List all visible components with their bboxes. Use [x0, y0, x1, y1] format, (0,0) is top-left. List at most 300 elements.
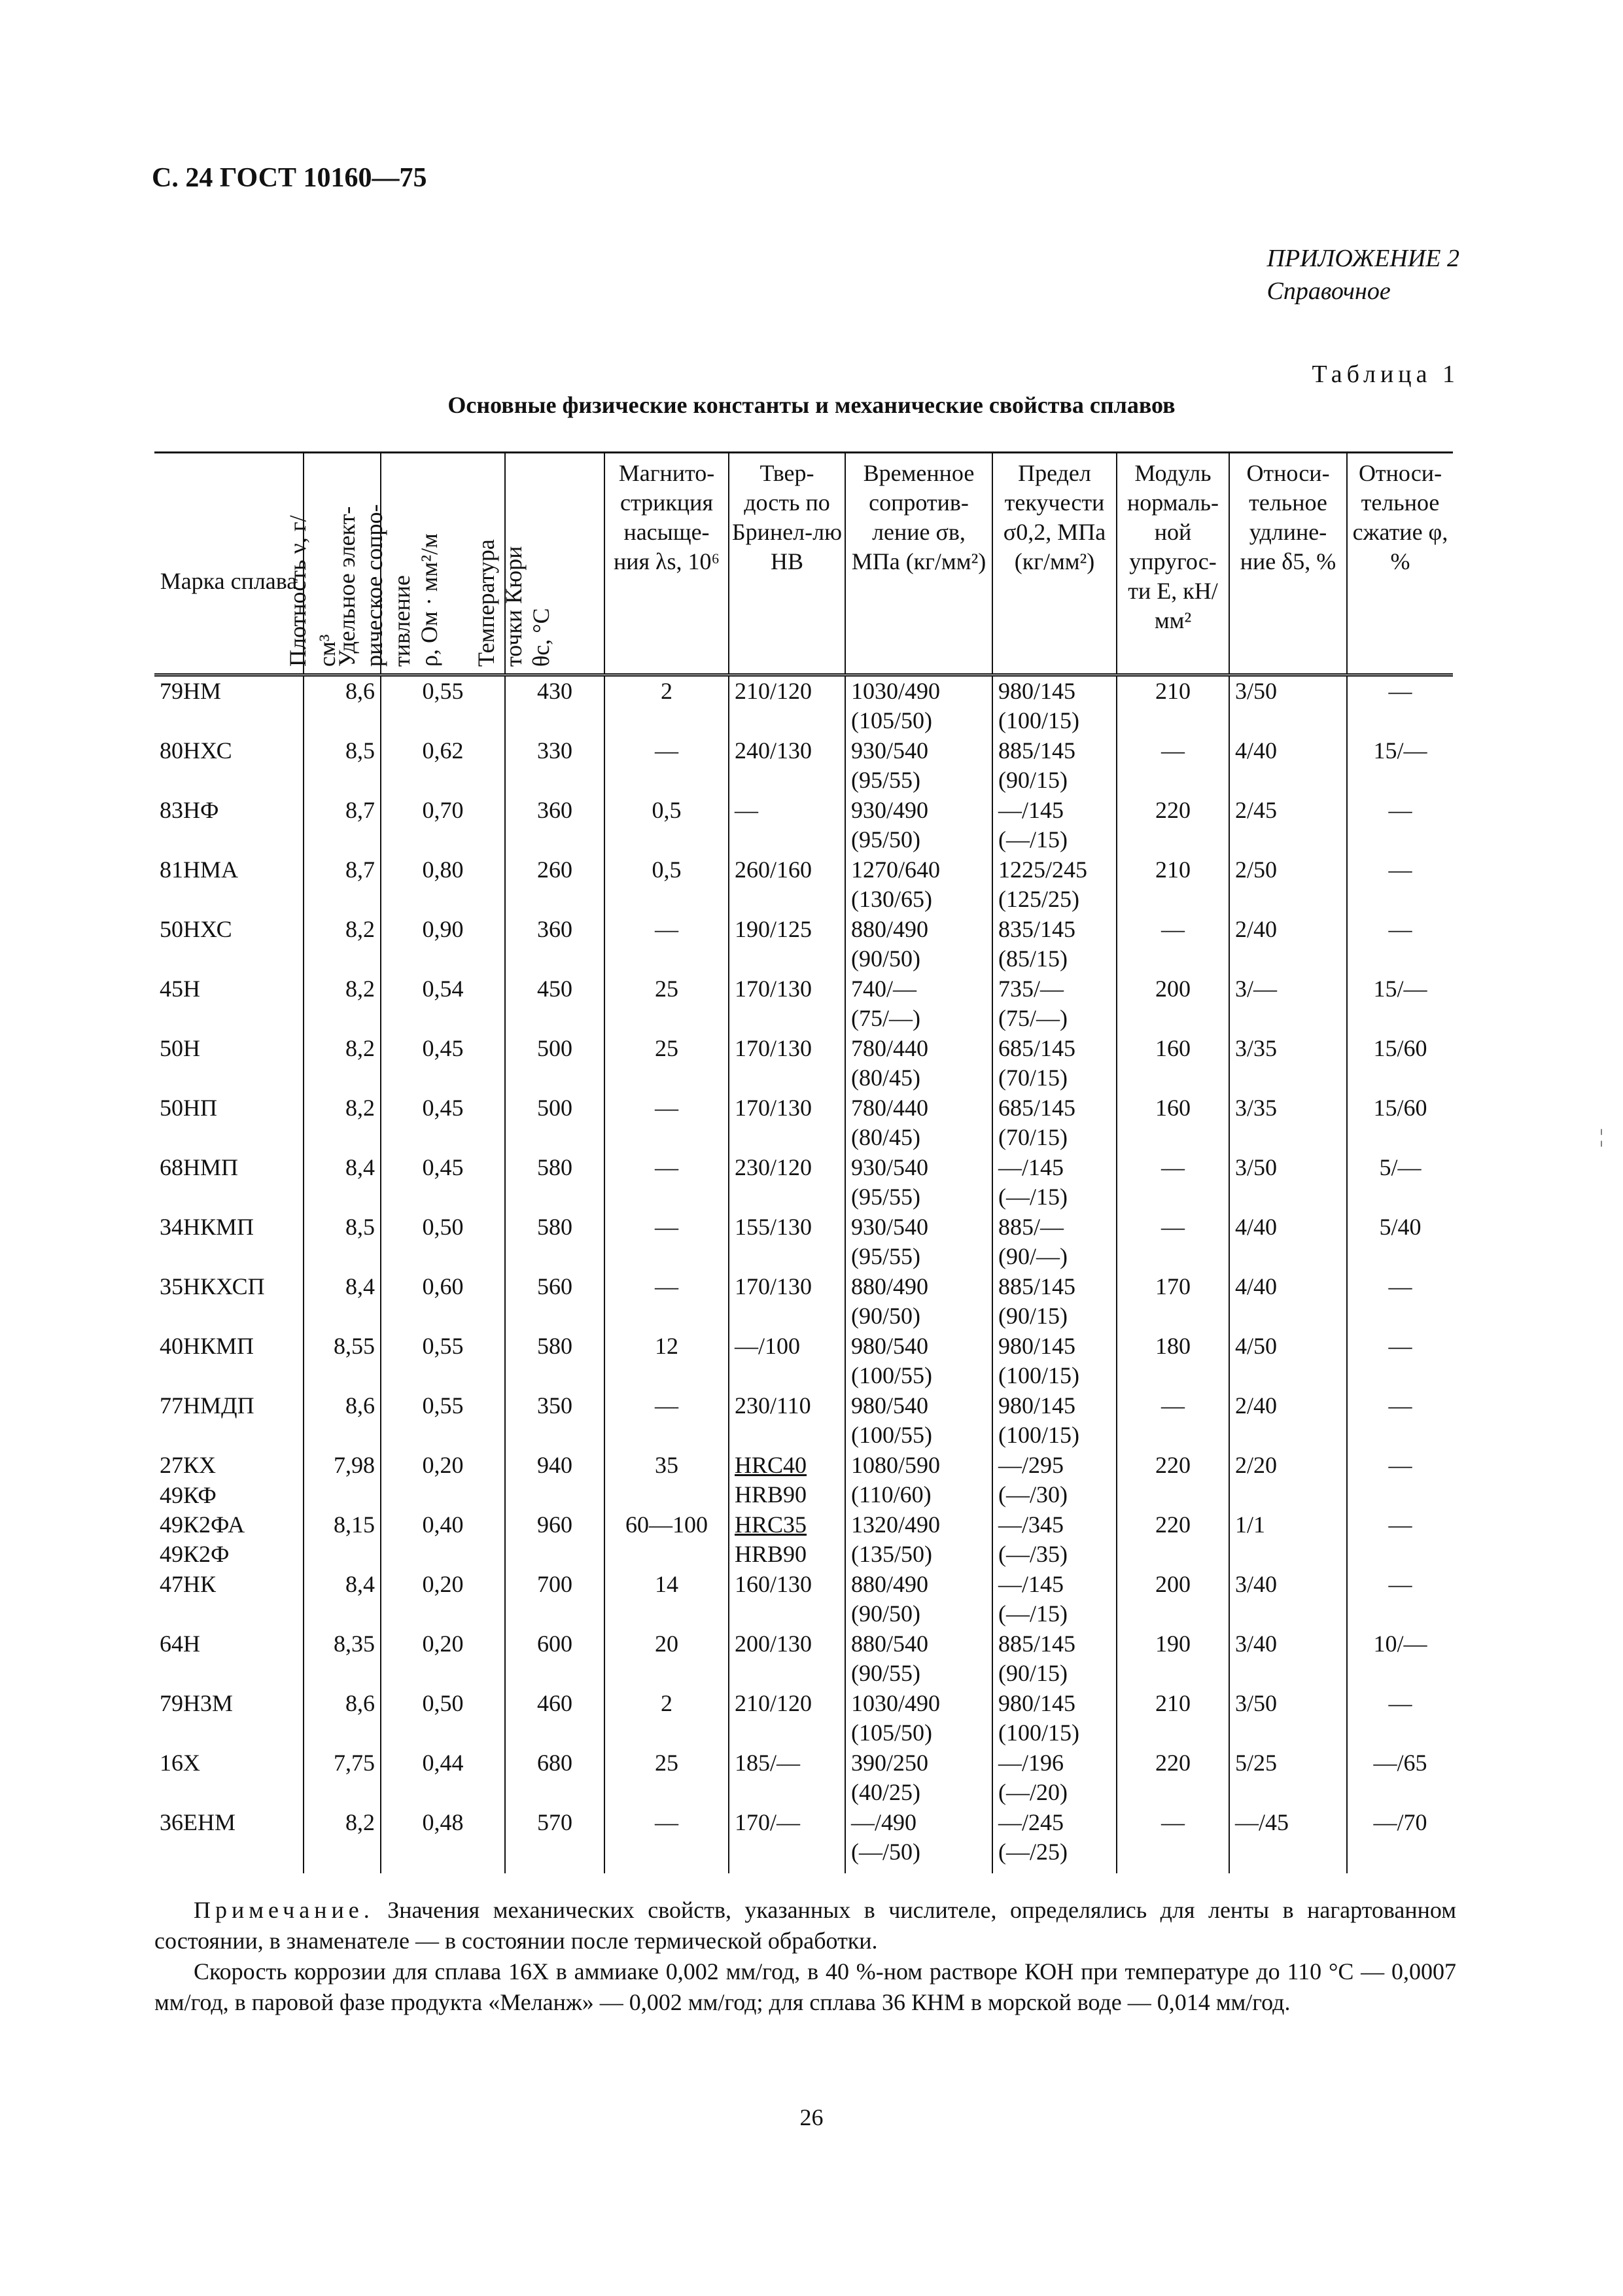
table-row — [154, 1510, 1453, 1570]
yield-value: (—/15) — [998, 1600, 1068, 1627]
cell-resistivity — [381, 1689, 505, 1748]
tensile-value: (90/50) — [851, 945, 920, 972]
cell-resistivity — [381, 855, 505, 915]
cell-magnetostriction — [604, 1808, 729, 1873]
cell-magnetostriction — [604, 1510, 729, 1570]
contraction-value: 15/60 — [1373, 1095, 1427, 1121]
yield-value: 885/— — [998, 1214, 1064, 1240]
yield-value: (—/20) — [998, 1779, 1068, 1805]
curie-value: 570 — [537, 1809, 572, 1835]
cell-yield — [992, 1332, 1117, 1391]
curie-value: 450 — [537, 976, 572, 1002]
resistivity-value: 0,90 — [422, 916, 464, 942]
cell-resistivity — [381, 1212, 505, 1272]
tensile-value: (135/50) — [851, 1541, 932, 1567]
contraction-value: 10/— — [1373, 1631, 1427, 1657]
modulus-value: 210 — [1155, 1690, 1191, 1716]
cell-magnetostriction — [604, 1212, 729, 1272]
cell-magnetostriction — [604, 1629, 729, 1689]
col-header-elongation: Относи-тельное удлине-ние δ5, % — [1229, 453, 1347, 675]
cell-elongation — [1229, 1272, 1347, 1332]
cell-modulus — [1117, 1332, 1229, 1391]
cell-resistivity — [381, 1629, 505, 1689]
cell-tensile — [845, 1212, 992, 1272]
magnetostriction-value: 35 — [655, 1452, 678, 1478]
contraction-value: — — [1388, 857, 1412, 883]
cell-mark — [154, 736, 304, 796]
cell-curie — [505, 736, 604, 796]
tensile-value: (95/55) — [851, 767, 920, 793]
cell-curie — [505, 1332, 604, 1391]
mark-text: 79НМ — [160, 678, 222, 704]
tensile-value: (130/65) — [851, 886, 932, 912]
table-row — [154, 1689, 1453, 1748]
contraction-value: — — [1388, 1273, 1412, 1299]
cell-contraction — [1347, 1629, 1453, 1689]
cell-density — [304, 796, 381, 855]
cell-modulus — [1117, 1748, 1229, 1808]
cell-mark — [154, 1093, 304, 1153]
cell-curie — [505, 1510, 604, 1570]
table-row — [154, 1391, 1453, 1451]
note-text: Значения механических свойств, указанных в числителе, определялись для ленты в нагартованном состоянии, в знаменателе — в состоянии после термической обработки. — [154, 1897, 1456, 1954]
elongation-value: 2/50 — [1235, 857, 1278, 883]
cell-density — [304, 1093, 381, 1153]
yield-value: —/295 — [998, 1452, 1064, 1478]
curie-value: 260 — [537, 857, 572, 883]
cell-mark — [154, 675, 304, 737]
cell-curie — [505, 1153, 604, 1212]
density-value: 7,75 — [334, 1750, 375, 1776]
yield-value: (100/15) — [998, 1720, 1079, 1746]
cell-resistivity — [381, 1510, 505, 1570]
cell-resistivity — [381, 1093, 505, 1153]
cell-modulus — [1117, 855, 1229, 915]
modulus-value: — — [1161, 1214, 1185, 1240]
cell-hardness — [729, 1034, 845, 1093]
yield-value: —/245 — [998, 1809, 1064, 1835]
cell-mark — [154, 855, 304, 915]
tensile-value: (90/50) — [851, 1303, 920, 1329]
modulus-value: — — [1161, 737, 1185, 764]
hardness-value: 170/130 — [735, 1273, 812, 1299]
cell-tensile — [845, 1689, 992, 1748]
mark-text: 68НМП — [160, 1154, 239, 1180]
cell-resistivity — [381, 915, 505, 974]
cell-magnetostriction — [604, 1689, 729, 1748]
mark-text: 40НКМП — [160, 1333, 254, 1359]
resistivity-value: 0,62 — [422, 737, 464, 764]
cell-hardness — [729, 1689, 845, 1748]
hardness-value: 160/130 — [735, 1571, 812, 1597]
hardness-value: HRC40 — [735, 1452, 807, 1478]
cell-mark — [154, 1482, 304, 1570]
contraction-value: — — [1388, 797, 1412, 823]
mark-text: 79Н3М — [160, 1690, 234, 1716]
cell-magnetostriction — [604, 675, 729, 737]
cell-contraction — [1347, 1748, 1453, 1808]
cell-elongation — [1229, 1153, 1347, 1212]
magnetostriction-value: — — [655, 1095, 678, 1121]
cell-curie — [505, 974, 604, 1034]
cell-magnetostriction — [604, 1332, 729, 1391]
cell-curie — [505, 915, 604, 974]
cell-yield — [992, 1629, 1117, 1689]
mark-text: 50Н — [160, 1035, 200, 1061]
resistivity-value: 0,45 — [422, 1035, 464, 1061]
magnetostriction-value: 2 — [661, 678, 672, 704]
tensile-value: 880/490 — [851, 916, 929, 942]
hardness-value: HRB90 — [735, 1541, 807, 1567]
elongation-value: 2/45 — [1235, 797, 1278, 823]
magnetostriction-value: 25 — [655, 976, 678, 1002]
cell-elongation — [1229, 1510, 1347, 1570]
col-header-density: Плотность ν, г/см³ — [304, 453, 381, 675]
cell-curie — [505, 1391, 604, 1451]
table-row — [154, 974, 1453, 1034]
contraction-value: — — [1388, 1452, 1412, 1478]
appendix-heading — [1267, 242, 1459, 308]
tensile-value: —/490 — [851, 1809, 917, 1835]
cell-curie — [505, 1212, 604, 1272]
elongation-value: 3/35 — [1235, 1035, 1278, 1061]
tensile-value: (105/50) — [851, 1720, 932, 1746]
resistivity-value: 0,55 — [422, 1392, 464, 1419]
cell-modulus — [1117, 1689, 1229, 1748]
cell-mark — [154, 1212, 304, 1272]
hardness-value: HRC35 — [735, 1511, 807, 1538]
contraction-value: 5/— — [1379, 1154, 1422, 1180]
tensile-value: (95/55) — [851, 1243, 920, 1269]
tensile-value: 1080/590 — [851, 1452, 941, 1478]
modulus-value: 220 — [1155, 797, 1191, 823]
hardness-value: 230/110 — [735, 1392, 811, 1419]
yield-value: —/145 — [998, 1154, 1064, 1180]
cell-curie — [505, 1689, 604, 1748]
cell-modulus — [1117, 1570, 1229, 1629]
resistivity-value: 0,20 — [422, 1571, 464, 1597]
cell-tensile — [845, 1748, 992, 1808]
corrosion-paragraph: Скорость коррозии для сплава 16Х в аммиаке 0,002 мм/год, в 40 %-ном растворе КОН при температуре до 110 °С — 0,0007 мм/год, в паровой фазе продукта «Меланж» — 0,002 мм/год; для сплава 36 КНМ в морской воде — 0,014 мм/год. — [154, 1958, 1456, 2015]
tensile-value: 980/540 — [851, 1392, 929, 1419]
cell-density — [304, 1570, 381, 1629]
cell-modulus — [1117, 1093, 1229, 1153]
magnetostriction-value: — — [655, 1214, 678, 1240]
tensile-value: 1030/490 — [851, 678, 941, 704]
contraction-value: —/70 — [1373, 1809, 1427, 1835]
density-value: 8,2 — [345, 976, 375, 1002]
cell-yield — [992, 1570, 1117, 1629]
curie-value: 360 — [537, 797, 572, 823]
cell-resistivity — [381, 1272, 505, 1332]
cell-yield — [992, 974, 1117, 1034]
mark-text: 50НХС — [160, 916, 232, 942]
tensile-value: 930/540 — [851, 737, 929, 764]
contraction-value: — — [1388, 1333, 1412, 1359]
magnetostriction-value: 0,5 — [652, 797, 682, 823]
cell-hardness — [729, 1093, 845, 1153]
cell-yield — [992, 1272, 1117, 1332]
cell-mark — [154, 1332, 304, 1391]
elongation-value: 3/35 — [1235, 1095, 1278, 1121]
yield-value: 1225/245 — [998, 857, 1088, 883]
table-row — [154, 1748, 1453, 1808]
curie-value: 580 — [537, 1214, 572, 1240]
mark-text: 36ЕНМ — [160, 1809, 236, 1835]
tensile-value: (90/55) — [851, 1660, 920, 1686]
yield-value: (—/15) — [998, 826, 1068, 853]
cell-yield — [992, 675, 1117, 737]
elongation-value: 4/40 — [1235, 1214, 1278, 1240]
curie-value: 350 — [537, 1392, 572, 1419]
cell-contraction — [1347, 915, 1453, 974]
curie-value: 360 — [537, 916, 572, 942]
col-header-modulus: Модуль нормаль-ной упругос-ти E, кН/мм² — [1117, 453, 1229, 675]
scan-artifact: ¦ — [1599, 1125, 1604, 1147]
properties-table — [154, 451, 1453, 1873]
cell-resistivity — [381, 796, 505, 855]
cell-density — [304, 1272, 381, 1332]
cell-hardness — [729, 1391, 845, 1451]
cell-density — [304, 1629, 381, 1689]
elongation-value: 4/50 — [1235, 1333, 1278, 1359]
cell-yield — [992, 1153, 1117, 1212]
yield-value: (—/35) — [998, 1541, 1068, 1567]
yield-value: (—/15) — [998, 1184, 1068, 1210]
cell-curie — [505, 1034, 604, 1093]
curie-value: 500 — [537, 1095, 572, 1121]
yield-value: (75/—) — [998, 1005, 1068, 1031]
cell-modulus — [1117, 675, 1229, 737]
elongation-value: —/45 — [1235, 1809, 1289, 1835]
cell-yield — [992, 796, 1117, 855]
cell-modulus — [1117, 1153, 1229, 1212]
cell-hardness — [729, 1451, 845, 1510]
contraction-value: — — [1388, 1392, 1412, 1419]
contraction-value: 15/60 — [1373, 1035, 1427, 1061]
yield-value: 685/145 — [998, 1035, 1076, 1061]
yield-value: —/145 — [998, 1571, 1064, 1597]
hardness-value: 155/130 — [735, 1214, 812, 1240]
table-row — [154, 736, 1453, 796]
tensile-value: 880/490 — [851, 1571, 929, 1597]
cell-modulus — [1117, 1808, 1229, 1873]
density-value: 8,2 — [345, 1035, 375, 1061]
tensile-value: 880/540 — [851, 1631, 929, 1657]
cell-magnetostriction — [604, 1272, 729, 1332]
cell-yield — [992, 915, 1117, 974]
table-row — [154, 675, 1453, 737]
resistivity-value: 0,55 — [422, 1333, 464, 1359]
hardness-value: 170/130 — [735, 1095, 812, 1121]
cell-resistivity — [381, 1153, 505, 1212]
contraction-value: —/65 — [1373, 1750, 1427, 1776]
yield-value: (100/15) — [998, 707, 1079, 733]
cell-curie — [505, 675, 604, 737]
cell-tensile — [845, 1629, 992, 1689]
hardness-value: 170/130 — [735, 976, 812, 1002]
cell-hardness — [729, 1332, 845, 1391]
cell-magnetostriction — [604, 1153, 729, 1212]
hardness-value: 210/120 — [735, 678, 812, 704]
cell-hardness — [729, 1748, 845, 1808]
cell-contraction — [1347, 974, 1453, 1034]
cell-yield — [992, 1451, 1117, 1510]
mark-text: 49КФ 49К2ФА 49К2Ф — [160, 1482, 245, 1567]
cell-yield — [992, 1034, 1117, 1093]
elongation-value: 3/50 — [1235, 1690, 1278, 1716]
curie-value: 600 — [537, 1631, 572, 1657]
cell-tensile — [845, 1510, 992, 1570]
resistivity-value: 0,45 — [422, 1095, 464, 1121]
elongation-value: 2/40 — [1235, 916, 1278, 942]
mark-text: 47НК — [160, 1571, 217, 1597]
cell-tensile — [845, 1153, 992, 1212]
yield-value: 835/145 — [998, 916, 1076, 942]
cell-mark — [154, 1748, 304, 1808]
density-value: 8,35 — [334, 1631, 375, 1657]
tensile-value: (100/55) — [851, 1422, 932, 1448]
modulus-value: 160 — [1155, 1035, 1191, 1061]
cell-resistivity — [381, 1332, 505, 1391]
tensile-value: 930/490 — [851, 797, 929, 823]
yield-value: (125/25) — [998, 886, 1079, 912]
tensile-value: 1270/640 — [851, 857, 941, 883]
table-row — [154, 1093, 1453, 1153]
yield-value: (100/15) — [998, 1362, 1079, 1388]
cell-contraction — [1347, 736, 1453, 796]
resistivity-value: 0,48 — [422, 1809, 464, 1835]
cell-tensile — [845, 1391, 992, 1451]
modulus-value: 210 — [1155, 857, 1191, 883]
yield-value: (90/15) — [998, 767, 1068, 793]
cell-magnetostriction — [604, 1748, 729, 1808]
hardness-value: 240/130 — [735, 737, 812, 764]
contraction-value: — — [1388, 1690, 1412, 1716]
hardness-value: 190/125 — [735, 916, 812, 942]
cell-tensile — [845, 796, 992, 855]
yield-value: —/345 — [998, 1511, 1064, 1538]
cell-curie — [505, 1272, 604, 1332]
cell-density — [304, 1153, 381, 1212]
cell-magnetostriction — [604, 1391, 729, 1451]
elongation-value: 5/25 — [1235, 1750, 1278, 1776]
cell-yield — [992, 736, 1117, 796]
cell-mark — [154, 1808, 304, 1873]
tensile-value: (40/25) — [851, 1779, 920, 1805]
cell-magnetostriction — [604, 1093, 729, 1153]
modulus-value: 220 — [1155, 1452, 1191, 1478]
cell-elongation — [1229, 915, 1347, 974]
hardness-value: HRB90 — [735, 1481, 807, 1508]
cell-curie — [505, 1093, 604, 1153]
density-value: 8,5 — [345, 737, 375, 764]
curie-value: 430 — [537, 678, 572, 704]
tensile-value: 980/540 — [851, 1333, 929, 1359]
cell-elongation — [1229, 1570, 1347, 1629]
density-value: 7,98 — [334, 1452, 375, 1478]
modulus-value: 180 — [1155, 1333, 1191, 1359]
mark-text: 27КХ — [160, 1452, 217, 1478]
cell-mark — [154, 1153, 304, 1212]
curie-value: 960 — [537, 1511, 572, 1538]
appendix-title: ПРИЛОЖЕНИЕ 2 — [1266, 245, 1459, 272]
table-row — [154, 1570, 1453, 1629]
tensile-value: (100/55) — [851, 1362, 932, 1388]
cell-contraction — [1347, 855, 1453, 915]
magnetostriction-value: 25 — [655, 1750, 678, 1776]
cell-modulus — [1117, 796, 1229, 855]
modulus-value: 220 — [1155, 1511, 1191, 1538]
contraction-value: — — [1388, 1571, 1412, 1597]
curie-value: 560 — [537, 1273, 572, 1299]
cell-tensile — [845, 974, 992, 1034]
yield-value: 685/145 — [998, 1095, 1076, 1121]
table-row — [154, 796, 1453, 855]
cell-resistivity — [381, 1748, 505, 1808]
tensile-value: 780/440 — [851, 1035, 929, 1061]
elongation-value: 4/40 — [1235, 737, 1278, 764]
cell-elongation — [1229, 1093, 1347, 1153]
resistivity-value: 0,20 — [422, 1631, 464, 1657]
cell-hardness — [729, 1272, 845, 1332]
cell-resistivity — [381, 1570, 505, 1629]
hardness-value: 185/— — [735, 1750, 801, 1776]
cell-density — [304, 1332, 381, 1391]
cell-elongation — [1229, 1391, 1347, 1451]
resistivity-value: 0,80 — [422, 857, 464, 883]
tensile-value: 1320/490 — [851, 1511, 941, 1538]
modulus-value: 200 — [1155, 976, 1191, 1002]
tensile-value: 880/490 — [851, 1273, 929, 1299]
note-block — [154, 1895, 1456, 2018]
col-header-resistivity: Удельное элект- рическое сопро- тивление ρ, Ом · мм²/м — [381, 453, 505, 675]
cell-mark — [154, 1570, 304, 1629]
cell-mark — [154, 1272, 304, 1332]
table-title: Основные физические константы и механические свойства сплавов — [447, 392, 1176, 418]
contraction-value: 15/— — [1373, 737, 1427, 764]
density-value: 8,15 — [334, 1511, 375, 1538]
cell-elongation — [1229, 1689, 1347, 1748]
cell-magnetostriction — [604, 915, 729, 974]
density-value: 8,2 — [345, 916, 375, 942]
tensile-value: (105/50) — [851, 707, 932, 733]
cell-contraction — [1347, 1093, 1453, 1153]
elongation-value: 2/20 — [1235, 1452, 1278, 1478]
resistivity-value: 0,44 — [422, 1750, 464, 1776]
table-row — [154, 855, 1453, 915]
cell-density — [304, 915, 381, 974]
yield-value: (70/15) — [998, 1065, 1068, 1091]
curie-value: 580 — [537, 1333, 572, 1359]
magnetostriction-value: — — [655, 916, 678, 942]
cell-curie — [505, 1570, 604, 1629]
magnetostriction-value: 12 — [655, 1333, 678, 1359]
cell-elongation — [1229, 1332, 1347, 1391]
cell-resistivity — [381, 1034, 505, 1093]
col-header-contraction: Относи-тельное сжатие φ, % — [1347, 453, 1453, 675]
table-row — [154, 1451, 1453, 1510]
curie-value: 460 — [537, 1690, 572, 1716]
magnetostriction-value: 20 — [655, 1631, 678, 1657]
table-row — [154, 915, 1453, 974]
density-value: 8,7 — [345, 797, 375, 823]
hardness-value: —/100 — [735, 1333, 801, 1359]
cell-contraction — [1347, 1451, 1453, 1510]
hardness-value: — — [735, 797, 758, 823]
modulus-value: 160 — [1155, 1095, 1191, 1121]
density-value: 8,2 — [345, 1095, 375, 1121]
